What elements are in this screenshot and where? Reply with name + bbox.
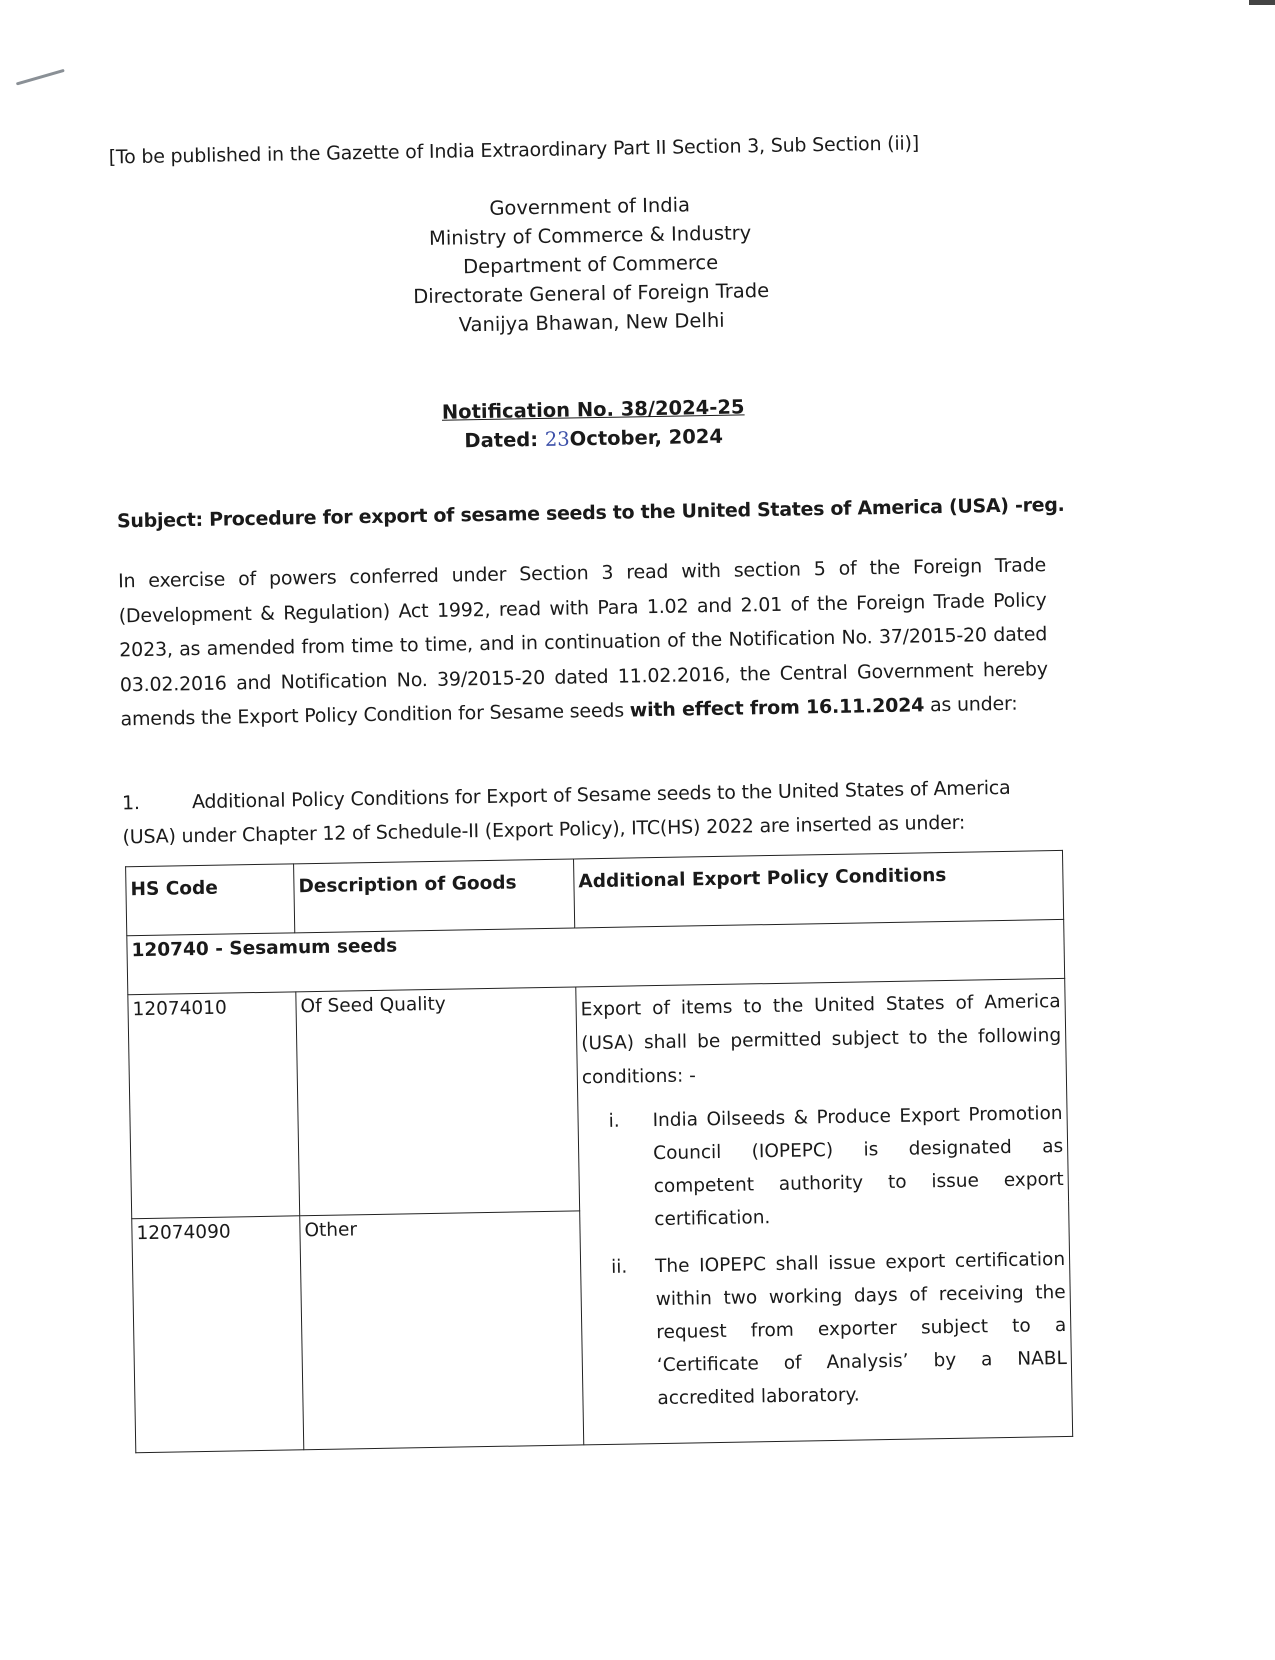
column-header-conditions: Additional Export Policy Conditions <box>574 850 1064 928</box>
header-line-directorate: Directorate General of Foreign Trade <box>413 278 770 309</box>
body-paragraph-text-1: In exercise of powers conferred under Section 3 read with section 5 of the Foreign Trade (Development & Regulation) Act 1992, read with Para 1.02 and 2.01 of the Foreign Trade Policy 2023, as amended from time to time, and in continuation of the Notification No. 37/2015-20 dated 03.02.2016 and Notification No. 39/2015-20 dated 11.02.2016, the Central Government hereby amends the Export Policy Condition for Sesame seeds <box>117 554 1048 731</box>
item-number: 1. <box>121 792 140 815</box>
item-text: Additional Policy Conditions for Export of Sesame seeds to the United States of America (USA) under Chapter 12 of Schedule-II (Export Policy), ITC(HS) 2022 are inserted as under: <box>122 776 1011 849</box>
notification-block <box>293 390 894 458</box>
subject-line: Subject: Procedure for export of sesame seeds to the United States of America (USA) -reg. <box>116 493 1065 533</box>
body-paragraph-text-2: as under: <box>923 692 1018 717</box>
body-paragraph <box>118 548 1049 737</box>
conditions-cell <box>576 978 1073 1444</box>
condition-text: The IOPEPC shall issue export certification within two working days of receiving the request from exporter subject to a ‘Certificate of Analysis’ by a NABL accredited laboratory. <box>654 1248 1068 1410</box>
gazette-publication-note: [To be published in the Gazette of India Extraordinary Part II Section 3, Sub Section (ii)] <box>108 132 920 169</box>
header-line-department: Department of Commerce <box>462 250 719 279</box>
numbered-item-1 <box>122 770 1053 854</box>
condition-numeral: ii. <box>610 1256 628 1278</box>
header-line-ministry: Ministry of Commerce & Industry <box>428 221 752 250</box>
hs-code-cell: 12074090 <box>132 1216 304 1453</box>
handwritten-day: 23 <box>544 427 570 451</box>
dated-month-year: October, 2024 <box>569 424 724 451</box>
export-policy-table <box>125 850 1073 1453</box>
conditions-intro: Export of items to the United States of America (USA) shall be permitted subject to the following conditions: - <box>580 990 1062 1089</box>
issuing-authority-header <box>289 187 891 342</box>
scan-pen-mark <box>16 69 65 86</box>
effective-date-text: with effect from 16.11.2024 <box>629 694 925 722</box>
condition-item <box>585 1243 1068 1416</box>
condition-item <box>582 1097 1064 1237</box>
condition-text: India Oilseeds & Produce Export Promotion Council (IOPEPC) is designated as competent authority to issue export certification. <box>652 1102 1064 1231</box>
conditions-list <box>582 1097 1067 1416</box>
table-row <box>128 978 1069 1218</box>
dated-label: Dated: <box>464 428 539 453</box>
description-cell: Of Seed Quality <box>296 987 580 1216</box>
notification-number: Notification No. 38/2024-25 <box>441 395 745 424</box>
description-cell: Other <box>300 1211 584 1450</box>
section-heading: 120740 - Sesamum seeds <box>127 919 1065 994</box>
condition-numeral: i. <box>608 1110 620 1132</box>
header-line-address: Vanijya Bhawan, New Delhi <box>458 308 725 337</box>
column-header-hs-code: HS Code <box>126 864 295 936</box>
hs-code-cell: 12074010 <box>128 992 300 1219</box>
column-header-description: Description of Goods <box>294 859 575 933</box>
scan-edge-mark <box>1249 0 1275 5</box>
header-line-government: Government of India <box>489 193 691 220</box>
